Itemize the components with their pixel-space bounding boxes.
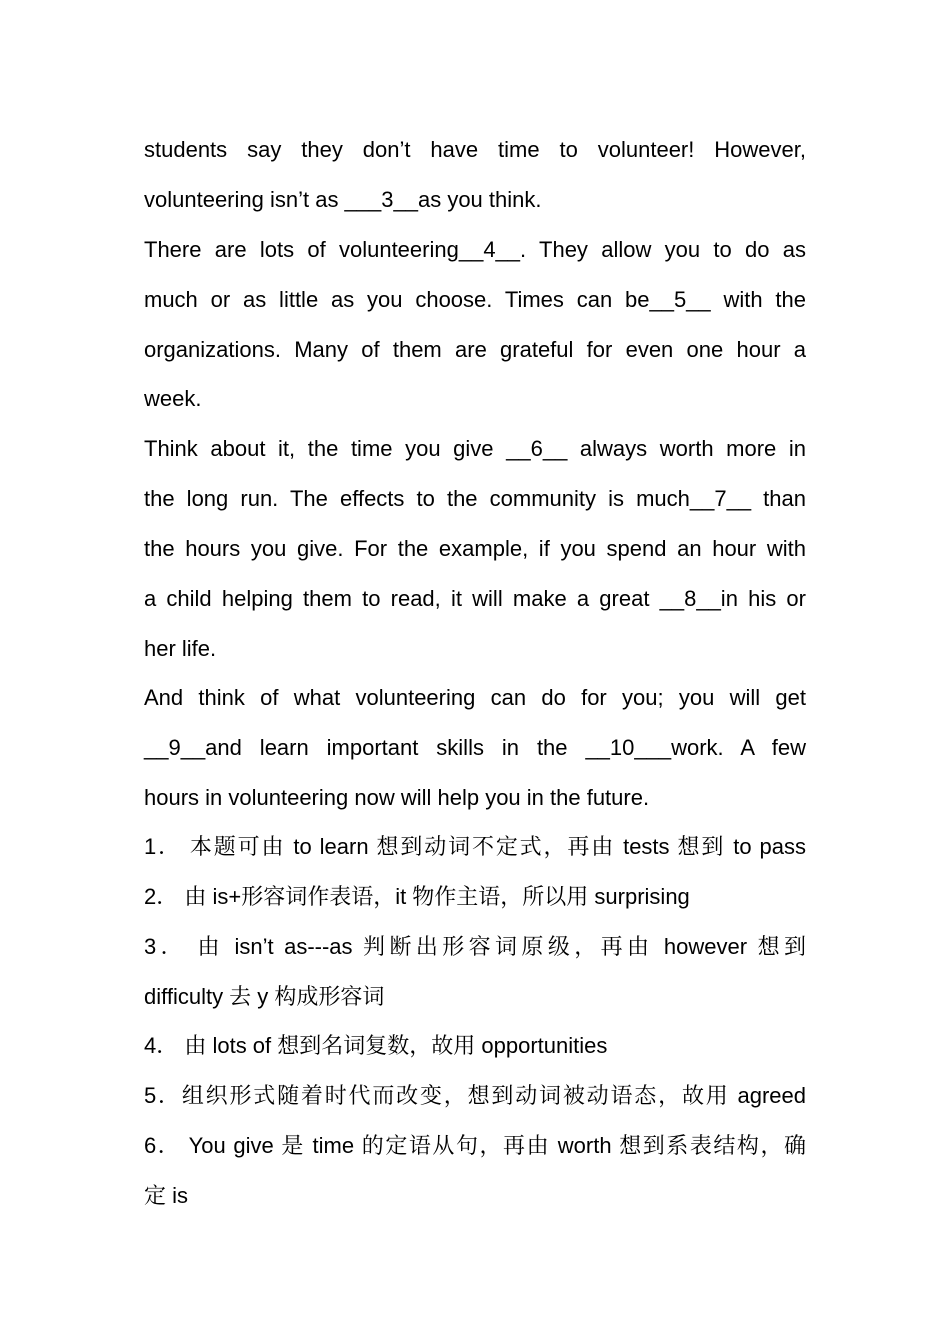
text-line: a child helping them to read, it will make a great __8__in his or	[144, 586, 806, 611]
text-line: There are lots of volunteering__4__. They allow you to do as	[144, 237, 806, 262]
text-line: 2． 由 is+形容词作表语，it 物作主语，所以用 surprising	[144, 884, 690, 909]
text-line: 4． 由 lots of 想到名词复数，故用 opportunities	[144, 1033, 608, 1058]
text-line: her life.	[144, 636, 217, 661]
text-line: the hours you give. For the example, if you spend an hour with	[144, 536, 806, 561]
text-line: difficulty 去 y 构成形容词	[144, 984, 385, 1009]
text-line: __9__and learn important skills in the __10___work. A few	[144, 735, 806, 760]
text-line: week.	[144, 386, 202, 411]
text-line: 1． 本题可由 to learn 想到动词不定式，再由 tests 想到 to pass	[144, 834, 806, 859]
text-line: 5．组织形式随着时代而改变，想到动词被动语态，故用 agreed	[144, 1083, 806, 1108]
text-line: much or as little as you choose. Times can be__5__ with the	[144, 287, 806, 312]
text-line: Think about it, the time you give __6__ always worth more in	[144, 436, 806, 461]
text-line: students say they don’t have time to volunteer! However,	[144, 137, 806, 162]
text-line: hours in volunteering now will help you in the future.	[144, 785, 650, 810]
text-line: And think of what volunteering can do for you; you will get	[144, 685, 806, 710]
text-line: the long run. The effects to the community is much__7__ than	[144, 486, 806, 511]
text-line: volunteering isn’t as ___3__as you think.	[144, 187, 542, 212]
text-line: 定 is	[144, 1183, 189, 1208]
text-line: 6． You give 是 time 的定语从句，再由 worth 想到系表结构，确	[144, 1133, 806, 1158]
text-line: organizations. Many of them are grateful for even one hour a	[144, 337, 806, 362]
text-line: 3． 由 isn’t as---as 判断出形容词原级，再由 however 想到	[144, 934, 806, 959]
